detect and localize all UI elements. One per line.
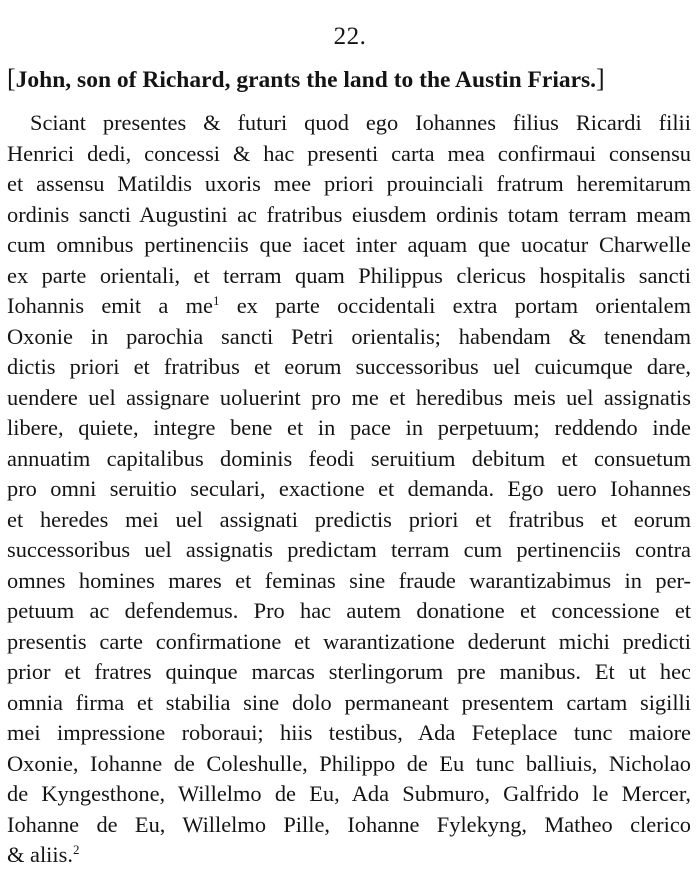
text-line: successoribus uel assignatis predictam terram cum pertinenciis contra [7,537,691,562]
text-line: cum omnibus pertinenciis que iacet inter aquam que uocatur Charwelle [7,232,691,257]
text-line: Oxonie, Iohanne de Coleshulle, Philippo de Eu tunc balliuis, Nicholao [7,750,691,776]
text-line-with-footnote [7,840,691,871]
text-line: annuatim capitalibus dominis feodi seruitium debitum et consuetum [7,445,691,471]
heading-close-bracket: ] [596,64,605,93]
text-line-part: ex parte occidentali extra portam orientalem [236,293,691,318]
text-line: Henrici dedi, concessi & hac presenti carta mea confirmaui consensu [7,140,691,166]
text-line: et assensu Matildis uxoris mee priori prouinciali fratrum heremitarum [7,171,691,196]
text-line: Sciant presentes & futuri quod ego Iohannes filius Ricardi filii [30,110,691,135]
heading-text: John, son of Richard, grants the land to the Austin Friars. [15,67,597,93]
text-line: presentis carte confirmatione et warantizatione dederunt michi predicti [7,628,691,654]
text-line: omnes homines mares et feminas sine fraude warantizabimus in per- [7,567,691,593]
text-line: dictis priori et fratribus et eorum successoribus uel cuicumque dare, [7,354,691,379]
text-line: ordinis sancti Augustini ac fratribus eiusdem ordinis totam terram meam [7,201,691,227]
text-line: pro omni seruitio seculari, exactione et demanda. Ego uero Iohannes [7,476,691,501]
text-line-with-footnote [7,291,691,322]
text-line: petuum ac defendemus. Pro hac autem donatione et concessione et [7,598,691,623]
text-line: Oxonie in parochia sancti Petri orientalis; habendam & tenendam [7,323,691,349]
heading-open-bracket: [ [7,64,16,93]
text-line-part: Iohannis emit a me [7,293,213,318]
text-line: omnia firma et stabilia sine dolo permaneant presentem cartam sigilli [7,689,691,715]
document-number: 22. [333,23,367,50]
document-heading [7,64,695,95]
text-line: Iohanne de Eu, Willelmo Pille, Iohanne Fylekyng, Matheo clerico [7,811,691,837]
charter-text [7,108,691,871]
text-line: uendere uel assignare uoluerint pro me et heredibus meis uel assignatis [7,384,691,410]
text-line-part: & aliis. [7,842,73,867]
text-line: mei impressione roboraui; hiis testibus, Ada Feteplace tunc maiore [7,720,691,745]
text-line: de Kyngesthone, Willelmo de Eu, Ada Submuro, Galfrido le Mercer, [7,781,691,806]
footnote-ref-2: 2 [72,842,80,857]
text-line: et heredes mei uel assignati predictis priori et fratribus et eorum [7,506,691,532]
text-line: libere, quiete, integre bene et in pace in perpetuum; reddendo inde [7,415,691,440]
text-line: ex parte orientali, et terram quam Philippus clericus hospitalis sancti [7,262,691,288]
text-line: prior et fratres quinque marcas sterlingorum pre manibus. Et ut hec [7,659,691,684]
footnote-ref-1: 1 [212,293,220,308]
